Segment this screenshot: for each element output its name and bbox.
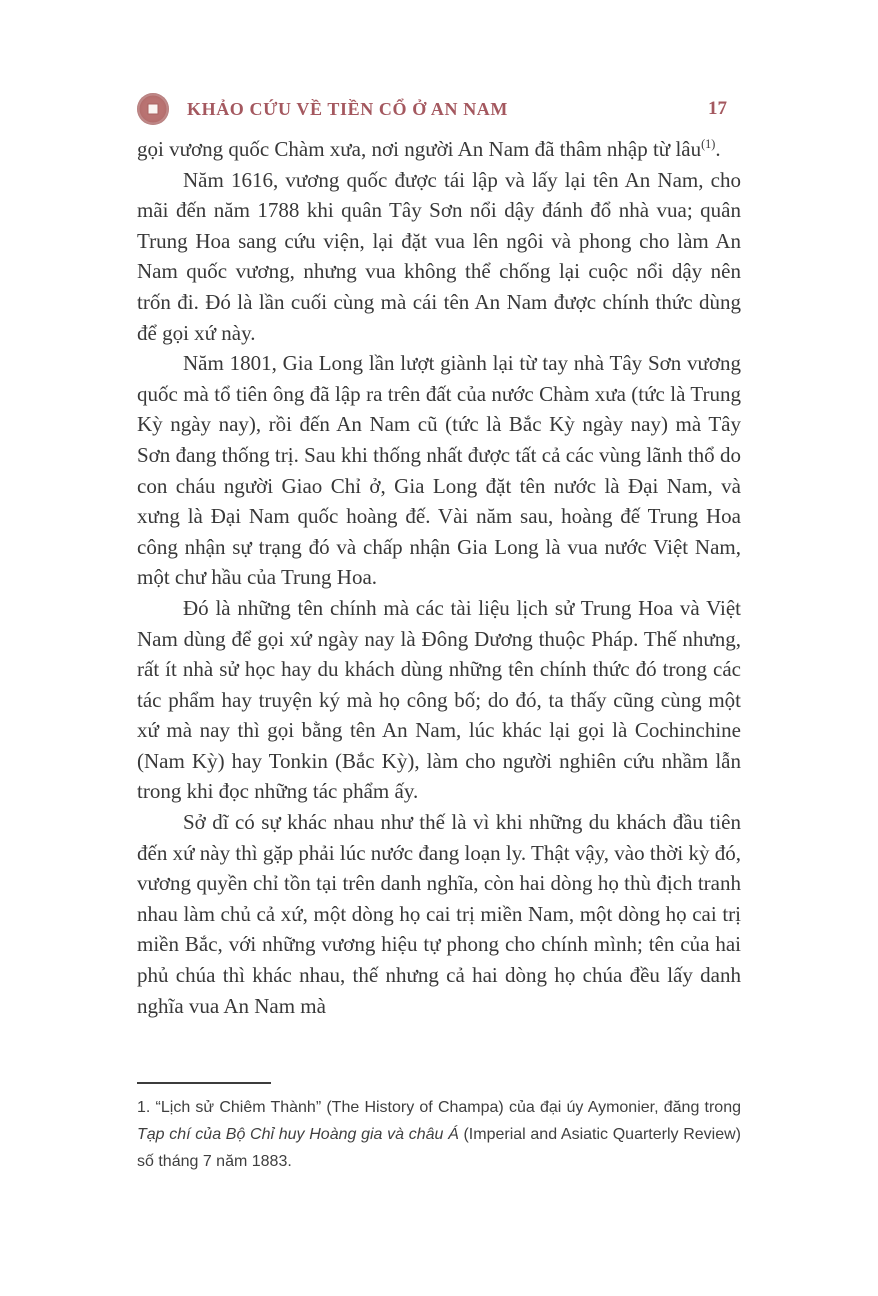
italic-title: Tạp chí của Bộ Chỉ huy Hoàng gia và châu Á	[137, 1126, 459, 1143]
paragraph: Năm 1801, Gia Long lần lượt giành lại từ tay nhà Tây Sơn vương quốc mà tổ tiên ông đã lập ra trên đất của nước Chàm xưa (tức là Trung Kỳ ngày nay), rồi đến An Nam cũ (tức là Bắc Kỳ ngày nay) mà Tây Sơn đang thống trị. Sau khi thống nhất được tất cả các vùng lãnh thổ do con cháu người Giao Chỉ ở, Gia Long đặt tên nước là Đại Nam, và xưng là Đại Nam quốc hoàng đế. Vài năm sau, hoàng đế Trung Hoa công nhận sự trạng đó và chấp nhận Gia Long là vua nước Việt Nam, một chư hầu của Trung Hoa.	[137, 351, 741, 590]
paragraph: gọi vương quốc Chàm xưa, nơi người An Nam đã thâm nhập từ lâu$^{(1)}$.	[137, 137, 721, 161]
coin-hole	[149, 105, 158, 114]
page-header	[137, 93, 741, 125]
paragraph: Sở dĩ có sự khác nhau như thế là vì khi những du khách đầu tiên đến xứ này thì gặp phải lúc nước đang loạn ly. Thật vậy, vào thời kỳ đó, vương quyền chỉ tồn tại trên danh nghĩa, còn hai dòng họ thù địch tranh nhau làm chủ cả xứ, một dòng họ cai trị miền Nam, một dòng họ cai trị miền Bắc, với những vương hiệu tự phong cho chính mình; tên của hai phủ chúa thì khác nhau, thế nhưng cả hai dòng họ chúa đều lấy danh nghĩa vua An Nam mà	[137, 810, 741, 1018]
footnote-area	[137, 1082, 741, 1175]
running-title: KHẢO CỨU VỀ TIỀN CỔ Ở AN NAM	[187, 98, 508, 119]
page-number: 17	[708, 98, 727, 119]
footnote-divider	[137, 1082, 271, 1084]
footnote-text: 1. “Lịch sử Chiêm Thành” (The History of Champa) của đại úy Aymonier, đăng trong Tạp chí của Bộ Chỉ huy Hoàng gia và châu Á (Imperial and Asiatic Quarterly Review) số tháng 7 năm 1883.	[137, 1099, 742, 1170]
paragraph: Đó là những tên chính mà các tài liệu lịch sử Trung Hoa và Việt Nam dùng để gọi xứ ngày nay là Đông Dương thuộc Pháp. Thế nhưng, rất ít nhà sử học hay du khách dùng những tên chính thức đó trong các tác phẩm hay truyện ký mà họ công bố; do đó, ta thấy cũng cùng một xứ mà nay thì gọi bằng tên An Nam, lúc khác lại gọi là Cochinchine (Nam Kỳ) hay Tonkin (Bắc Kỳ), làm cho người nghiên cứu nhầm lẫn trong khi đọc những tác phẩm ấy.	[137, 595, 741, 804]
footnote-ref: (1)	[701, 137, 716, 151]
body-text	[137, 134, 741, 1021]
coin-with-square-hole-icon	[137, 93, 169, 125]
paragraph: Năm 1616, vương quốc được tái lập và lấy lại tên An Nam, cho mãi đến năm 1788 khi quân Tây Sơn nổi dậy đánh đổ nhà vua; quân Trung Hoa sang cứu viện, lại đặt vua lên ngôi và phong cho làm An Nam quốc vương, nhưng vua không thể chống lại cuộc nổi dậy nên trốn đi. Đó là lần cuối cùng mà cái tên An Nam được chính thức dùng để gọi xứ này.	[137, 167, 741, 345]
